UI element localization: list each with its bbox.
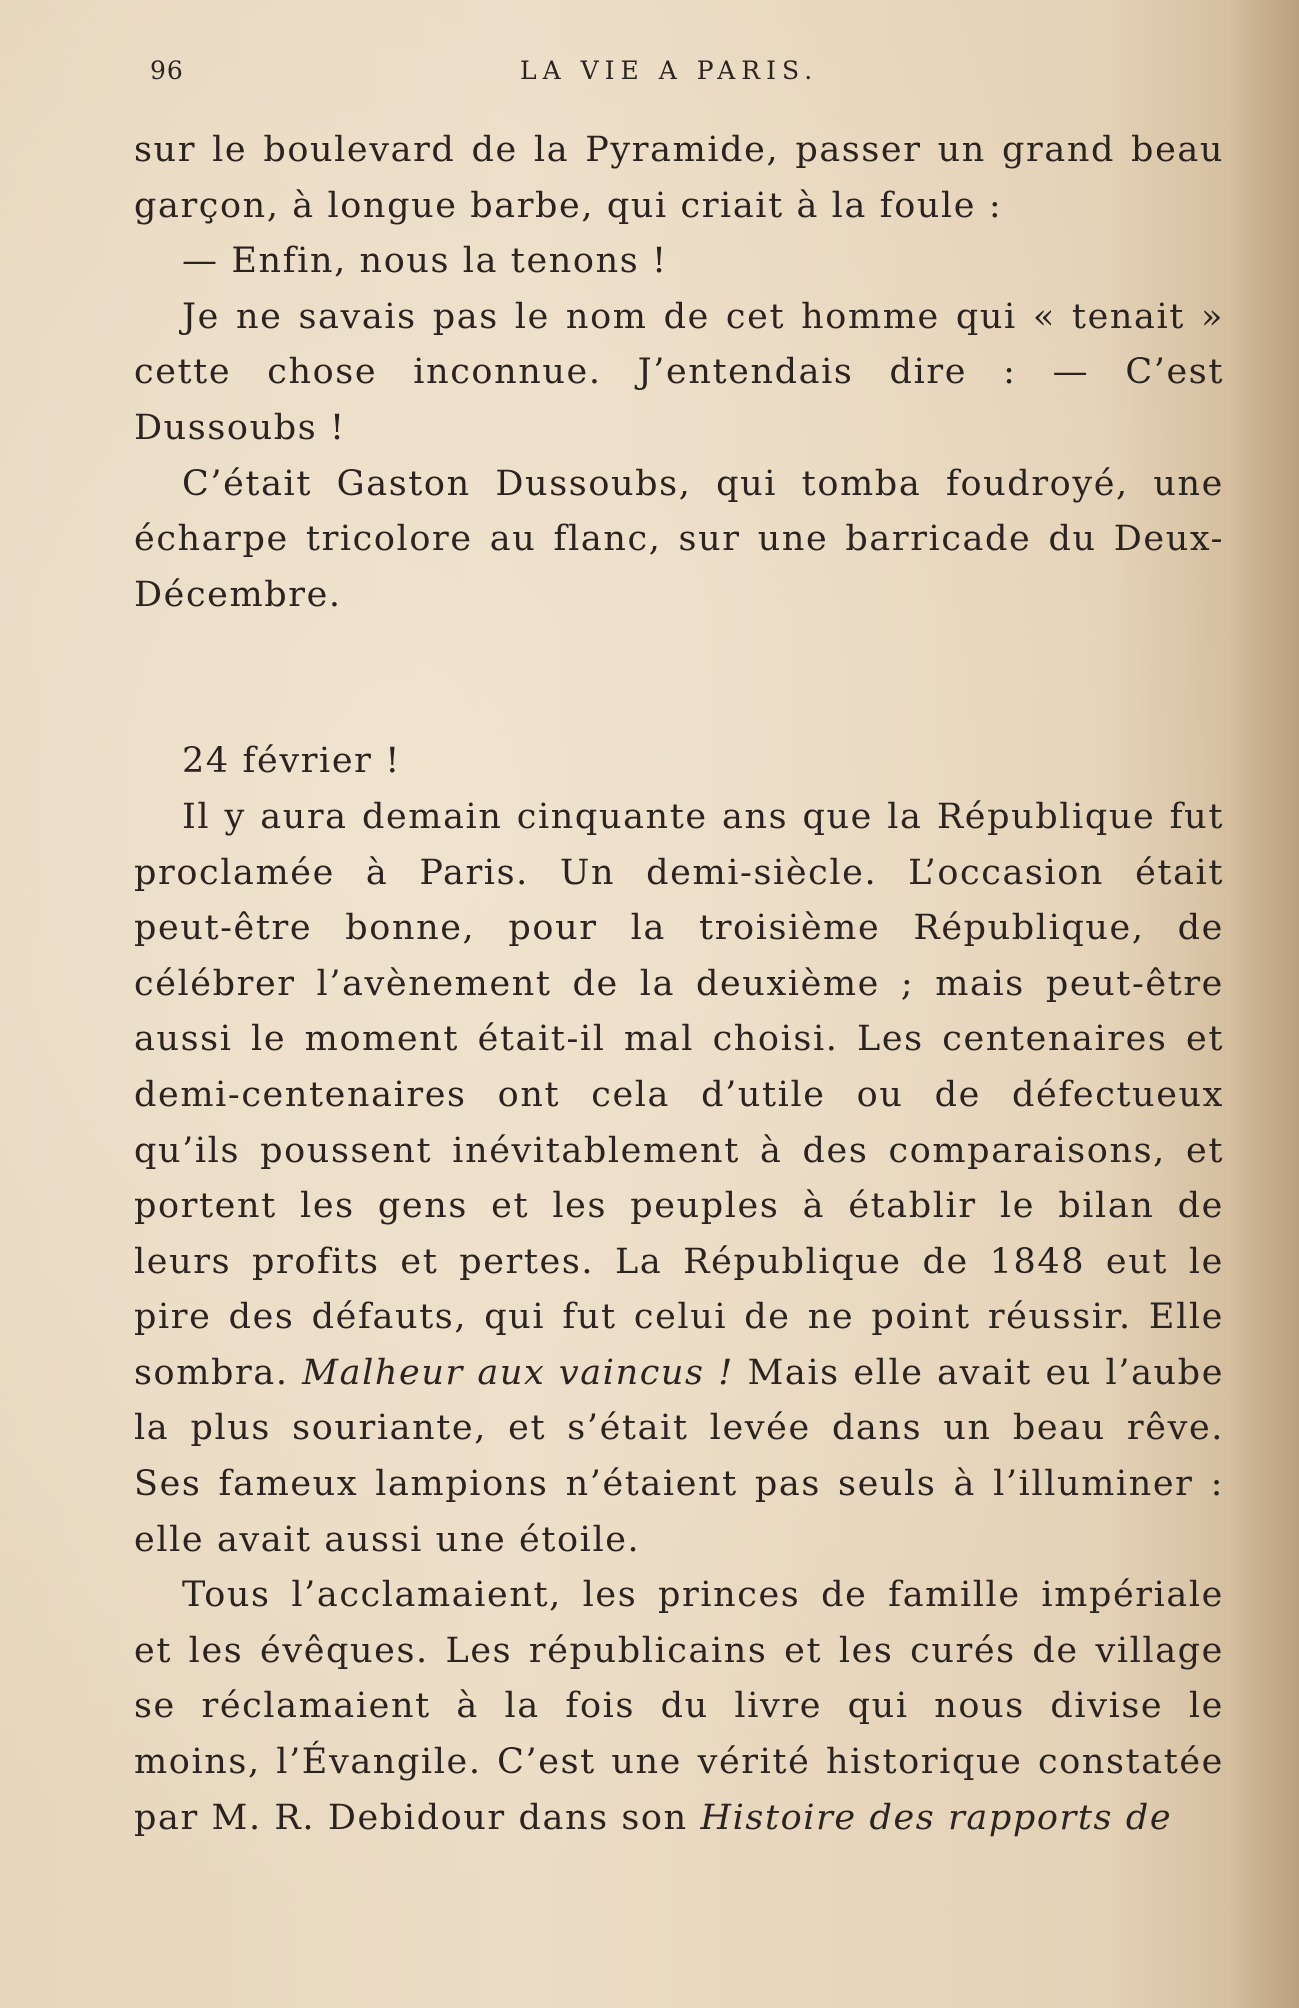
text-run: Mais elle avait eu l’aube la plus souriante, et s’était levée dans un beau rêve. Ses fameux lampions n’étaient pas seuls à l’illuminer : elle avait aussi une étoile. <box>134 1352 1225 1560</box>
running-head <box>150 56 1230 96</box>
paragraph-exclamation: — Enfin, nous la tenons ! <box>182 241 668 282</box>
section-break <box>134 623 1224 734</box>
paragraph-acclamation <box>134 1568 1224 1846</box>
paragraph-republic <box>134 790 1224 1568</box>
body-text <box>134 123 1224 1846</box>
paragraph-continued: sur le boulevard de la Pyramide, passer un grand beau garçon, à longue barbe, qui criait à la foule : <box>134 130 1224 226</box>
running-title: LA VIE A PARIS. <box>520 56 819 85</box>
italic-book-title: Histoire des rapports de <box>700 1797 1173 1838</box>
text-run: Tous l’acclamaient, les princes de famille impériale et les évêques. Les républicains et les curés de village se réclamaient à la fois du livre qui nous divise le moins, l’Évangile. C’est une vérité historique constatée par M. R. Debidour dans son <box>134 1575 1224 1838</box>
text-run: Il y aura demain cinquante ans que la République fut proclamée à Paris. Un demi-siècle. L’occasion était peut-être bonne, pour la troisième République, de célébrer l’avènement de la deuxième ; mais peut-être aussi le moment était-il mal choisi. Les centenaires et demi-centenaires ont cela d’utile ou de défectueux qu’ils poussent inévitablement à des comparaisons, et portent les gens et les peuples à établir le bilan de leurs profits et pertes. La République de 1848 eut le pire des défauts, qui fut celui de ne point réussir. Elle sombra. <box>134 796 1224 1393</box>
paragraph-gaston-dussoubs: C’était Gaston Dussoubs, qui tomba foudroyé, une écharpe tricolore au flanc, sur une barricade du Deux-Décembre. <box>134 463 1224 615</box>
page-number: 96 <box>150 56 184 85</box>
paragraph-date: 24 février ! <box>182 741 401 782</box>
italic-phrase: Malheur aux vaincus ! <box>302 1352 734 1393</box>
paragraph-name-unknown: Je ne savais pas le nom de cet homme qui « tenait » cette chose inconnue. J’entendais dire : — C’est Dussoubs ! <box>134 296 1224 448</box>
